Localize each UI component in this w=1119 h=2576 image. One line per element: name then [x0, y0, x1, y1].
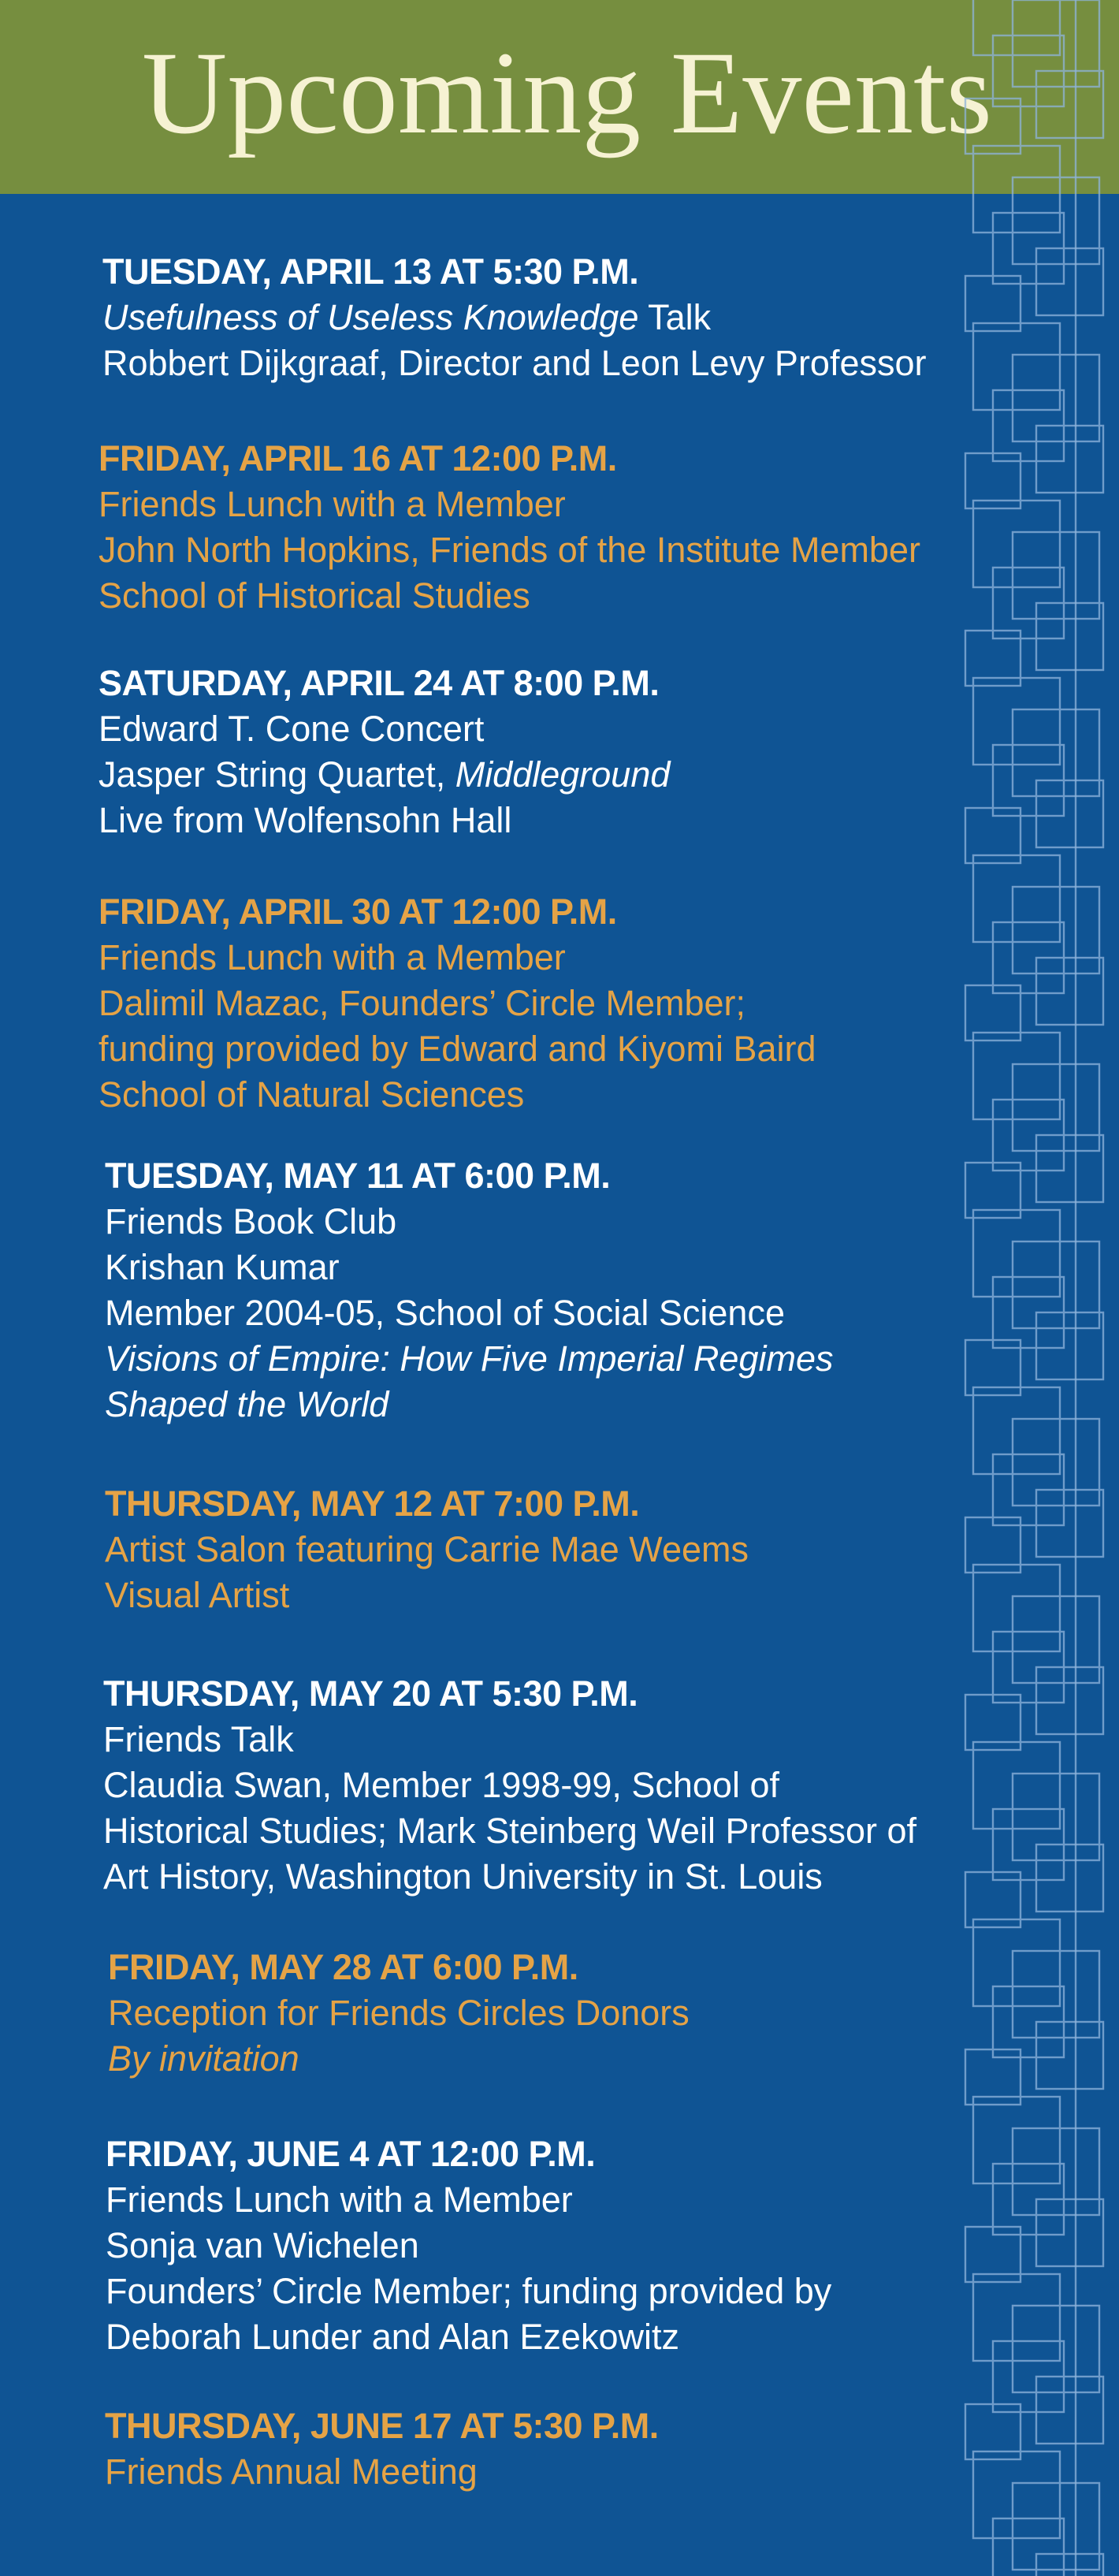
event-item — [106, 2131, 1004, 2360]
event-detail: Visual Artist — [105, 1575, 290, 1615]
event-detail: Robbert Dijkgraaf, Director and Leon Levy Professor — [102, 343, 927, 383]
event-date: THURSDAY, MAY 12 AT 7:00 P.M. — [105, 1483, 640, 1524]
pattern-square — [1036, 1135, 1103, 1202]
pattern-square — [1013, 2306, 1099, 2392]
event-item — [105, 1153, 1003, 1428]
pattern-square — [993, 1809, 1064, 1880]
event-title — [102, 295, 1001, 341]
pattern-square — [993, 1454, 1064, 1525]
pattern-square — [1036, 1490, 1103, 1557]
page-title: Upcoming Events — [142, 28, 993, 158]
pattern-square — [1013, 887, 1099, 973]
pattern-square — [1013, 2483, 1099, 2570]
pattern-square — [993, 1277, 1064, 1348]
pattern-square — [1013, 532, 1099, 619]
event-detail: Art History, Washington University in St. Louis — [103, 1856, 823, 1897]
event-date: FRIDAY, MAY 28 AT 6:00 P.M. — [108, 1947, 578, 1987]
event-item — [105, 2403, 1003, 2495]
pattern-square — [1036, 603, 1103, 670]
event-detail: funding provided by Edward and Kiyomi Baird — [99, 1029, 816, 1069]
event-title-italic: Usefulness of Useless Knowledge — [102, 297, 639, 337]
event-date: SATURDAY, APRIL 24 AT 8:00 P.M. — [99, 663, 660, 703]
event-title: Friends Lunch with a Member — [106, 2180, 573, 2220]
pattern-square — [993, 1632, 1064, 1703]
event-book-title: Visions of Empire: How Five Imperial Regimes — [105, 1338, 834, 1379]
pattern-square — [1036, 780, 1103, 847]
pattern-square — [1013, 709, 1099, 796]
event-date: THURSDAY, JUNE 17 AT 5:30 P.M. — [105, 2406, 659, 2446]
pattern-square — [1013, 2128, 1099, 2215]
pattern-square — [1036, 2022, 1103, 2089]
pattern-square — [1013, 355, 1099, 441]
event-date: FRIDAY, JUNE 4 AT 12:00 P.M. — [106, 2134, 596, 2174]
pattern-square — [993, 213, 1064, 284]
pattern-square — [1013, 1419, 1099, 1506]
pattern-square — [993, 745, 1064, 816]
event-detail-italic: Middleground — [455, 754, 671, 795]
event-item — [99, 889, 997, 1118]
event-detail: Member 2004-05, School of Social Science — [105, 1293, 785, 1333]
event-title: Friends Talk — [103, 1719, 294, 1759]
event-detail: Krishan Kumar — [105, 1247, 340, 1287]
event-title: Friends Book Club — [105, 1201, 397, 1241]
pattern-square — [1036, 426, 1103, 493]
pattern-square — [1036, 2199, 1103, 2266]
event-detail: School of Natural Sciences — [99, 1074, 525, 1115]
event-title: Friends Lunch with a Member — [99, 484, 566, 524]
event-title-rest: Talk — [638, 297, 712, 337]
pattern-square — [1013, 1951, 1099, 2038]
event-detail: Founders’ Circle Member; funding provided by — [106, 2271, 832, 2311]
event-item — [99, 436, 997, 619]
pattern-square — [1036, 1312, 1103, 1379]
pattern-square — [1036, 2377, 1103, 2444]
event-book-title: Shaped the World — [105, 1384, 389, 1424]
pattern-square — [1013, 1241, 1099, 1328]
event-title: Artist Salon featuring Carrie Mae Weems — [105, 1529, 749, 1569]
event-title: Edward T. Cone Concert — [99, 709, 485, 749]
event-date: FRIDAY, APRIL 30 AT 12:00 P.M. — [99, 892, 617, 932]
event-title: Friends Lunch with a Member — [99, 937, 566, 977]
event-detail: School of Historical Studies — [99, 575, 530, 616]
event-title: Reception for Friends Circles Donors — [108, 1993, 690, 2033]
event-detail: Historical Studies; Mark Steinberg Weil Professor of — [103, 1811, 917, 1851]
event-item — [102, 249, 1001, 386]
pattern-square — [993, 390, 1064, 461]
event-detail: Sonja van Wichelen — [106, 2225, 419, 2265]
event-detail: John North Hopkins, Friends of the Institute Member — [99, 530, 920, 570]
event-detail: Dalimil Mazac, Founders’ Circle Member; — [99, 983, 746, 1023]
event-detail: By invitation — [108, 2038, 299, 2079]
event-detail — [99, 752, 997, 798]
pattern-square — [1036, 248, 1103, 315]
pattern-square — [1036, 1845, 1103, 1912]
pattern-square — [1036, 2554, 1103, 2576]
pattern-square — [993, 2518, 1064, 2576]
pattern-square — [1013, 1596, 1099, 1683]
event-detail: Claudia Swan, Member 1998-99, School of — [103, 1765, 779, 1805]
event-item — [99, 661, 997, 843]
event-title: Friends Annual Meeting — [105, 2451, 478, 2492]
event-date: TUESDAY, APRIL 13 AT 5:30 P.M. — [102, 251, 639, 292]
pattern-square — [993, 922, 1064, 993]
event-detail: Deborah Lunder and Alan Ezekowitz — [106, 2317, 679, 2357]
pattern-square — [1036, 1667, 1103, 1734]
event-item — [105, 1481, 1003, 1618]
event-detail-plain: Jasper String Quartet, — [99, 754, 455, 795]
pattern-square — [993, 1100, 1064, 1171]
pattern-square — [1013, 1774, 1099, 1860]
event-date: TUESDAY, MAY 11 AT 6:00 P.M. — [105, 1156, 611, 1196]
pattern-square — [993, 568, 1064, 638]
pattern-square — [1013, 1064, 1099, 1151]
event-date: FRIDAY, APRIL 16 AT 12:00 P.M. — [99, 438, 617, 478]
event-item — [103, 1671, 1002, 1900]
event-item — [108, 1945, 1006, 2082]
event-date: THURSDAY, MAY 20 AT 5:30 P.M. — [103, 1673, 638, 1714]
pattern-square — [1036, 958, 1103, 1025]
event-detail: Live from Wolfensohn Hall — [99, 800, 512, 840]
